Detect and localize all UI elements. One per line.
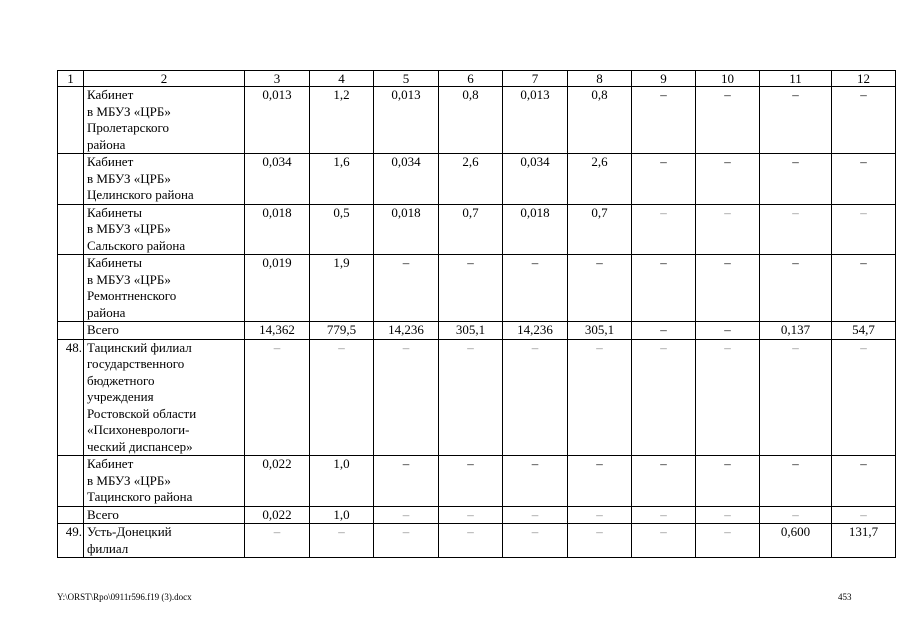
row-index [58,255,84,322]
table-cell: – [374,524,439,558]
table-cell: – [832,339,896,456]
table-cell: – [832,87,896,154]
table-cell: – [568,255,632,322]
table-cell: 0,013 [374,87,439,154]
data-table [57,70,896,558]
table-cell: – [503,524,568,558]
table-row [58,154,896,205]
row-name-line: Кабинет [87,87,134,102]
row-name-line: Кабинеты [87,204,142,220]
table-cell: 14,236 [503,322,568,340]
table-cell: – [245,524,310,558]
table-cell: – [632,204,696,255]
table-cell: – [439,339,503,456]
table-cell: – [439,255,503,322]
row-name-line: в МБУЗ «ЦРБ» [87,271,171,287]
table-cell: 54,7 [832,322,896,340]
table-cell: – [696,87,760,154]
column-number-header: 12 [832,71,896,87]
row-name-line: Кабинет [87,154,134,169]
table-cell: – [760,506,832,524]
table-cell: – [760,87,832,154]
row-name [84,506,245,524]
row-index [58,456,84,507]
row-name-line: государственного [87,356,185,371]
row-name-line: Кабинет [87,456,134,471]
row-index [58,87,84,154]
row-name-line: ческий диспансер» [87,438,193,454]
row-name-line: в МБУЗ «ЦРБ» [87,472,171,488]
table-cell: 305,1 [568,322,632,340]
row-index [58,204,84,255]
column-number-header: 7 [503,71,568,87]
row-name-line: «Психоневрологи- [87,422,190,437]
table-cell: 0,013 [245,87,310,154]
row-name-line: Ремонтненского [87,288,177,303]
table-cell: – [696,204,760,255]
row-name-line: Тацинского района [87,489,193,504]
table-cell: – [374,255,439,322]
row-name [84,87,245,154]
column-number-header: 3 [245,71,310,87]
table-cell: 0,7 [439,204,503,255]
table-row [58,87,896,154]
table-cell: – [696,339,760,456]
table-cell: – [374,456,439,507]
table-cell: – [374,506,439,524]
table-cell: – [439,456,503,507]
table-cell: 0,022 [245,456,310,507]
table-cell: 0,018 [245,204,310,255]
row-name [84,524,245,558]
table-cell: 1,0 [310,456,374,507]
table-cell: – [439,524,503,558]
row-name-line: учреждения [87,389,154,404]
table-cell: 0,013 [503,87,568,154]
table-cell: – [760,154,832,205]
row-name [84,322,245,340]
row-name-line: Всего [87,506,119,522]
row-index: 49. [58,524,84,558]
table-cell: 779,5 [310,322,374,340]
table-cell: – [632,87,696,154]
table-cell: 0,8 [439,87,503,154]
row-name-line: района [87,304,126,320]
table-cell: – [632,456,696,507]
table-cell: 2,6 [568,154,632,205]
table-cell: 0,022 [245,506,310,524]
row-name [84,339,245,456]
table-cell: – [632,524,696,558]
table-cell: – [632,339,696,456]
table-cell: – [568,456,632,507]
column-number-header: 8 [568,71,632,87]
row-index: 48. [58,339,84,456]
table-cell: 14,362 [245,322,310,340]
row-name-line: в МБУЗ «ЦРБ» [87,170,171,186]
table-header-row [58,71,896,87]
footer-file-path: Y:\ORST\Rpo\0911r596.f19 (3).docx [57,592,192,602]
table-cell: – [760,456,832,507]
table-cell: – [439,506,503,524]
table-row [58,524,896,558]
table-cell: 0,018 [503,204,568,255]
row-name [84,255,245,322]
table-cell: 305,1 [439,322,503,340]
row-name-line: Целинского района [87,187,194,202]
column-number-header: 1 [58,71,84,87]
table-cell: – [568,506,632,524]
row-name-line: Усть-Донецкий [87,524,172,539]
table-cell: – [696,456,760,507]
table-cell: – [632,322,696,340]
table-cell: – [632,255,696,322]
table-cell: – [503,506,568,524]
table-cell: – [696,322,760,340]
table-cell: 2,6 [439,154,503,205]
table-cell: 0,600 [760,524,832,558]
table-cell: 1,2 [310,87,374,154]
table-row [58,506,896,524]
table-cell: – [832,154,896,205]
table-cell: 14,236 [374,322,439,340]
row-name-line: Всего [87,322,119,337]
row-name [84,456,245,507]
row-name-line: Кабинеты [87,255,142,270]
table-cell: – [832,204,896,255]
table-row [58,204,896,255]
table-cell: – [760,255,832,322]
table-cell: – [832,506,896,524]
row-name-line: района [87,136,126,152]
column-number-header: 11 [760,71,832,87]
table-cell: 0,8 [568,87,632,154]
table-cell: – [760,204,832,255]
row-name-line: Пролетарского [87,120,170,135]
row-name-line: в МБУЗ «ЦРБ» [87,221,171,236]
table-cell: – [503,339,568,456]
column-number-header: 10 [696,71,760,87]
table-cell: – [503,456,568,507]
table-cell: 0,034 [245,154,310,205]
table-cell: – [310,524,374,558]
row-name-line: Тацинский филиал [87,339,192,355]
table-row [58,339,896,456]
table-cell: – [568,339,632,456]
row-index [58,322,84,340]
table-cell: – [374,339,439,456]
column-number-header: 6 [439,71,503,87]
table-row [58,322,896,340]
table-cell: – [245,339,310,456]
table-cell: – [310,339,374,456]
table-cell: – [632,506,696,524]
table-cell: 1,9 [310,255,374,322]
column-number-header: 5 [374,71,439,87]
table-cell: 0,018 [374,204,439,255]
table-cell: – [696,154,760,205]
table-cell: – [696,255,760,322]
table-cell: – [760,339,832,456]
table-cell: – [568,524,632,558]
table-cell: 0,5 [310,204,374,255]
column-number-header: 2 [84,71,245,87]
table-cell: 0,019 [245,255,310,322]
table-cell: – [632,154,696,205]
table-cell: – [503,255,568,322]
row-name [84,154,245,205]
table-cell: – [832,255,896,322]
table-cell: 0,7 [568,204,632,255]
row-index [58,506,84,524]
row-index [58,154,84,205]
table-cell: – [696,506,760,524]
table-row [58,255,896,322]
table-cell: – [832,456,896,507]
table-row [58,456,896,507]
page-number: 453 [838,592,852,602]
row-name-line: в МБУЗ «ЦРБ» [87,103,171,119]
row-name-line: филиал [87,540,129,556]
table-cell: 1,6 [310,154,374,205]
row-name-line: бюджетного [87,372,155,388]
table-cell: 0,034 [503,154,568,205]
row-name-line: Ростовской области [87,405,197,421]
table-cell: 1,0 [310,506,374,524]
column-number-header: 9 [632,71,696,87]
row-name [84,204,245,255]
table-cell: 131,7 [832,524,896,558]
table-cell: 0,137 [760,322,832,340]
table-cell: – [696,524,760,558]
table-cell: 0,034 [374,154,439,205]
row-name-line: Сальского района [87,237,186,253]
column-number-header: 4 [310,71,374,87]
